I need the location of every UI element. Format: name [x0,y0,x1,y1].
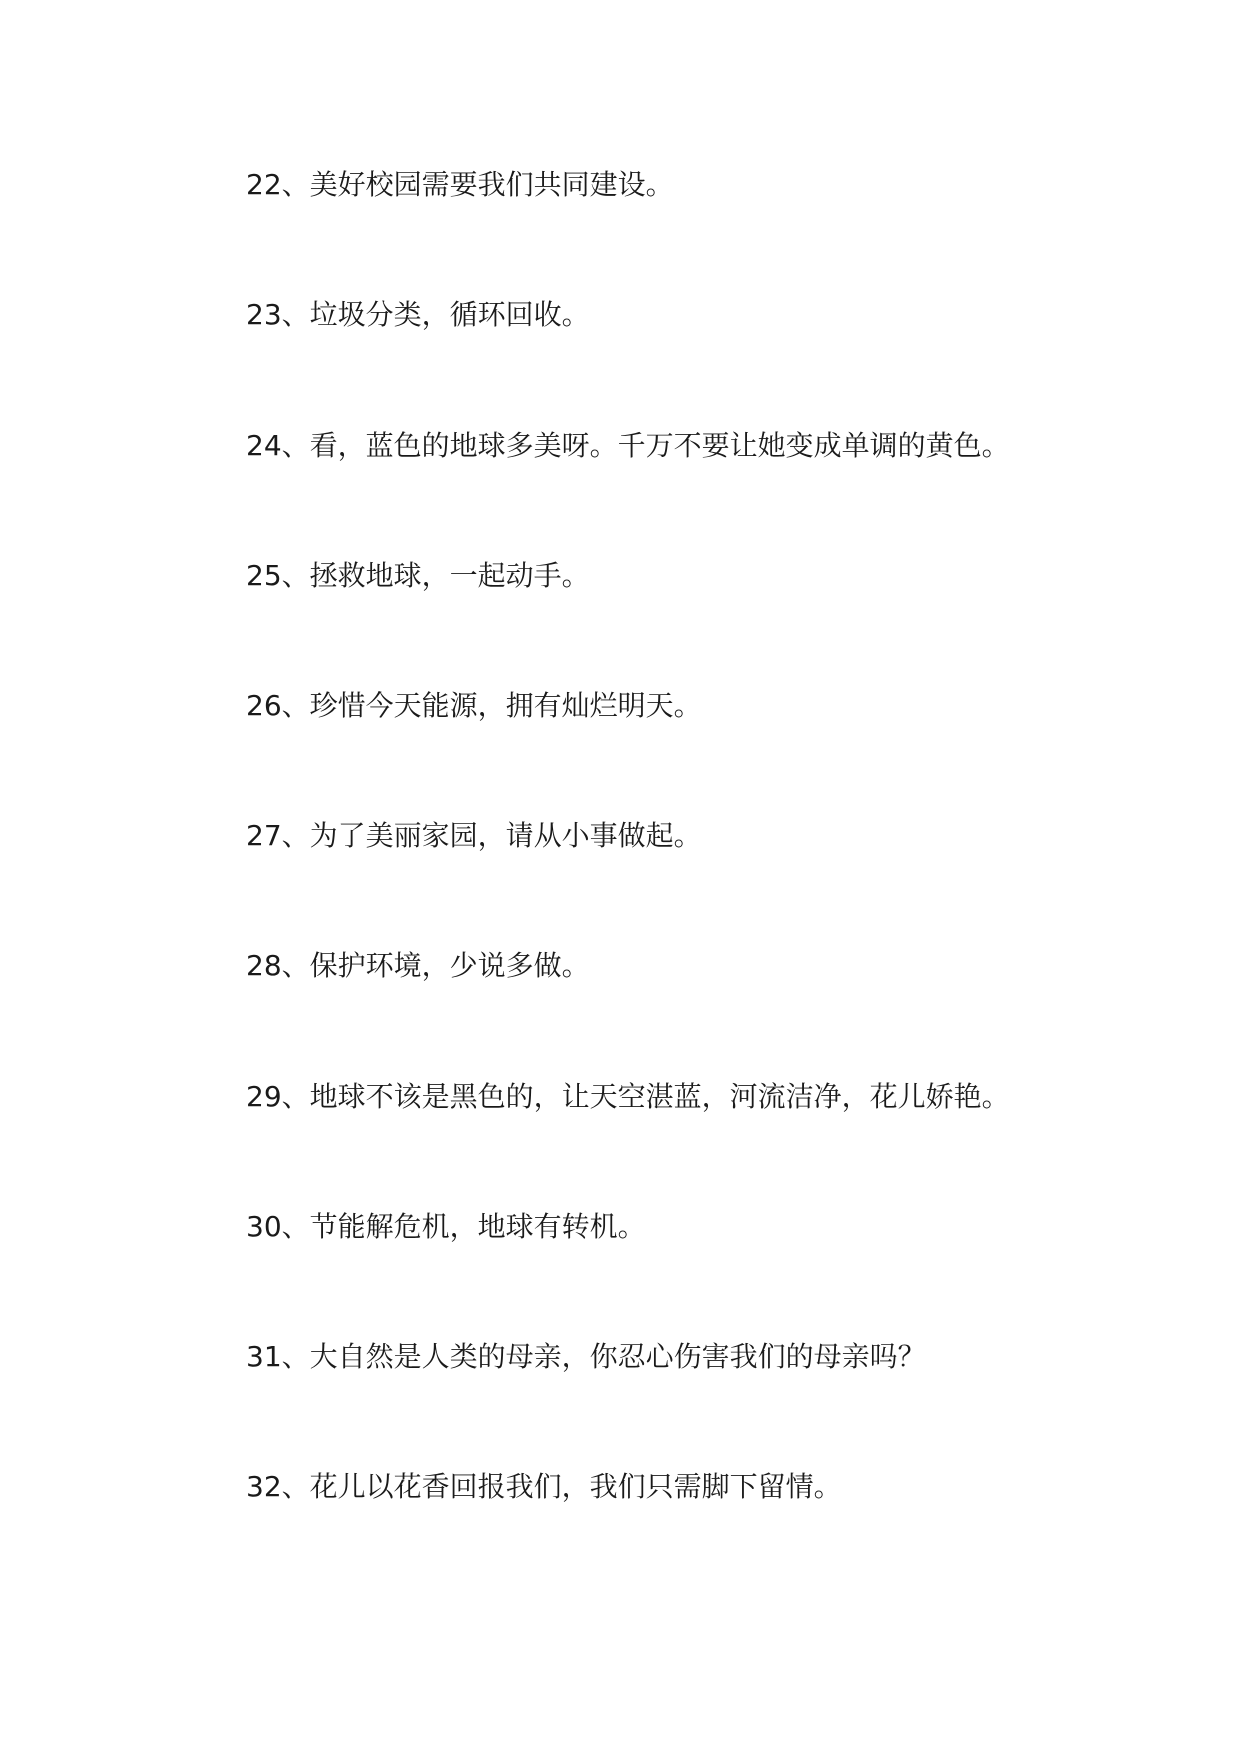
slogan-line-32: 32、花儿以花香回报我们，我们只需脚下留情。 [246,1470,842,1503]
slogan-line-24: 24、看，蓝色的地球多美呀。千万不要让她变成单调的黄色。 [246,429,1010,462]
slogan-line-28: 28、保护环境，少说多做。 [246,949,590,982]
slogan-line-31: 31、大自然是人类的母亲，你忍心伤害我们的母亲吗？ [246,1340,926,1373]
slogan-line-26: 26、珍惜今天能源，拥有灿烂明天。 [246,689,702,722]
slogan-line-27: 27、为了美丽家园，请从小事做起。 [246,819,702,852]
slogan-line-22: 22、美好校园需要我们共同建设。 [246,168,674,201]
slogan-line-29: 29、地球不该是黑色的，让天空湛蓝，河流洁净，花儿娇艳。 [246,1080,1010,1113]
slogan-line-25: 25、拯救地球，一起动手。 [246,559,590,592]
slogan-line-30: 30、节能解危机，地球有转机。 [246,1210,646,1243]
slogan-line-23: 23、垃圾分类，循环回收。 [246,298,590,331]
